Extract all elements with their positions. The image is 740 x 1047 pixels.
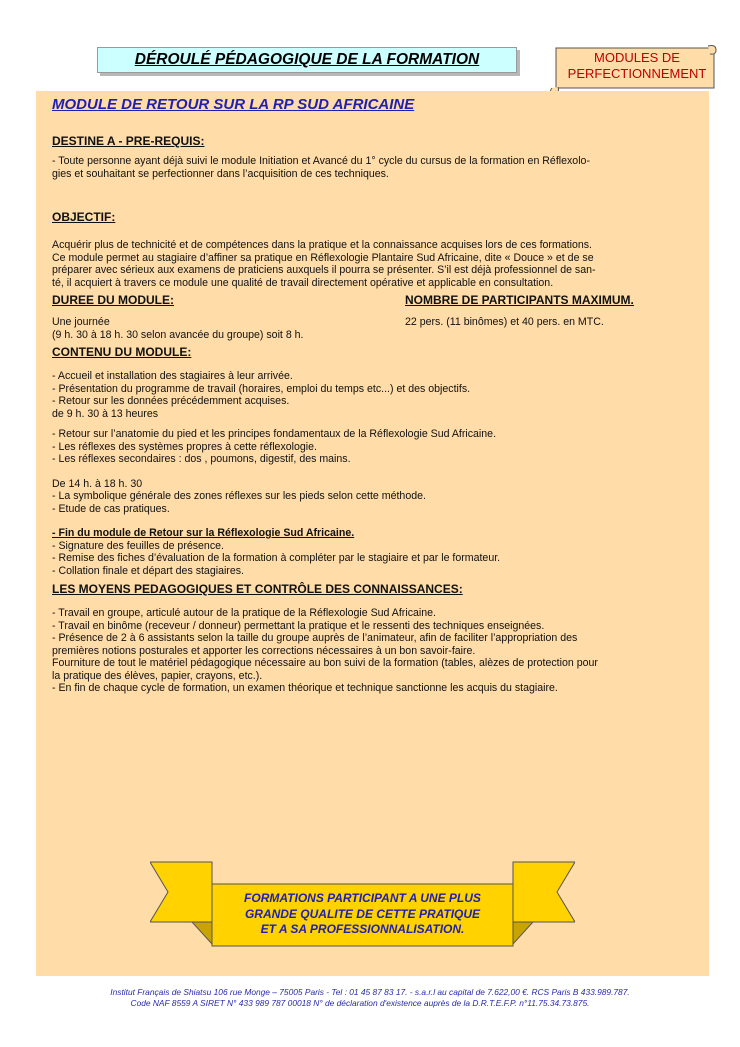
moyens-line: - Présence de 2 à 6 assistants selon la taille du groupe auprès de l’animateur, afin de faciliter l’appropriation des [52, 632, 578, 644]
footer [0, 987, 740, 1009]
ribbon-line-3: ET A SA PROFESSIONNALISATION. [260, 922, 465, 936]
badge-line-1: MODULES DE [594, 50, 680, 65]
contenu-line: - Collation finale et départ des stagiaires. [52, 564, 244, 577]
contenu-line: - Retour sur les données précédemment acquises. [52, 395, 290, 407]
contenu-line: - Les réflexes secondaires : dos , poumons, digestif, des mains. [52, 453, 351, 465]
contenu-heading: CONTENU DU MODULE: [52, 345, 192, 359]
participants-text: 22 pers. (11 binômes) et 40 pers. en MTC. [405, 316, 604, 328]
objectif-heading: OBJECTIF: [52, 210, 116, 224]
objectif-line: té, il acquiert à travers ce module une qualité de travail directement opérative et applicable en consultation. [52, 276, 554, 289]
contenu-line: - Accueil et installation des stagiaires à leur arrivée. [52, 370, 293, 382]
destine-line: gies et souhaitant se perfectionner dans l’acquisition de ces techniques. [52, 167, 389, 180]
moyens-line: - En fin de chaque cycle de formation, un examen théorique et technique sanctionne les acquis du stagiaire. [52, 682, 558, 694]
participants-heading: NOMBRE DE PARTICIPANTS MAXIMUM. [405, 293, 634, 307]
modules-badge-text [556, 50, 718, 82]
destine-heading: DESTINE A - PRE-REQUIS: [52, 134, 205, 148]
footer-line-1: Institut Français de Shiatsu 106 rue Monge – 75005 Paris - Tel : 01 45 87 83 17. - s.a.r.l au capital de 7.622,00 €. RCS Paris B 433.989.787. [110, 987, 630, 997]
duree-participants-row [52, 293, 697, 341]
moyens-line: Fourniture de tout le matériel pédagogique nécessaire au bon suivi de la formation (tables, alèzes de protection pour [52, 657, 598, 669]
contenu-line: - La symbolique générale des zones réflexes sur les pieds selon cette méthode. [52, 490, 426, 502]
module-title: MODULE DE RETOUR SUR LA RP SUD AFRICAINE [52, 96, 415, 113]
duree-line: (9 h. 30 à 18 h. 30 selon avancée du groupe) soit 8 h. [52, 328, 304, 341]
contenu-line: - Les réflexes des systèmes propres à cette réflexologie. [52, 440, 317, 453]
contenu-line: - Retour sur l’anatomie du pied et les principes fondamentaux de la Réflexologie Sud Africaine. [52, 428, 497, 440]
footer-line-2: Code NAF 8559 A SIRET N° 433 989 787 00018 N° de déclaration d'existence auprès de la D.R.T.E.F.P. n°11.75.34.73.875. [130, 998, 590, 1008]
ribbon-line-2: GRANDE QUALITE DE CETTE PRATIQUE [244, 906, 481, 921]
fin-module-heading: - Fin du module de Retour sur la Réflexologie Sud Africaine. [52, 527, 355, 539]
ribbon-line-1: FORMATIONS PARTICIPANT A UNE PLUS [244, 891, 481, 905]
badge-line-2: PERFECTIONNEMENT [567, 66, 707, 81]
moyens-line: la pratique des élèves, papier, crayons, etc.). [52, 669, 263, 682]
duree-heading: DUREE DU MODULE: [52, 293, 174, 307]
objectif-line: Ce module permet au stagiaire d’affiner sa pratique en Réflexologie Plantaire Sud Africaine, dite « Douce » et de se [52, 251, 594, 264]
modules-badge-scroll [548, 44, 718, 92]
objectif-line: Acquérir plus de technicité et de compétences dans la pratique et la connaissance acquises lors de ces formations. [52, 239, 592, 251]
moyens-line: - Travail en binôme (receveur / donneur) permettant la pratique et le ressenti des techniques enseignées. [52, 619, 545, 632]
duree-line: Une journée [52, 316, 110, 328]
contenu-line: - Remise des fiches d’évaluation de la formation à compléter par le stagiaire et par le formateur. [52, 552, 501, 564]
contenu-line: de 9 h. 30 à 13 heures [52, 407, 159, 420]
moyens-heading: LES MOYENS PEDAGOGIQUES ET CONTRÔLE DES CONNAISSANCES: [52, 582, 463, 596]
moyens-line: premières notions posturales et apporter les corrections nécessaires à un bon savoir-faire. [52, 644, 476, 657]
ribbon-banner [150, 860, 575, 950]
ribbon-text [220, 891, 505, 938]
moyens-line: - Travail en groupe, articulé autour de la pratique de la Réflexologie Sud Africaine. [52, 607, 436, 619]
page-header-title: DÉROULÉ PÉDAGOGIQUE DE LA FORMATION [97, 47, 517, 73]
objectif-line: préparer avec sérieux aux examens de praticiens auxquels il pourra se présenter. S’il est déjà professionnel de san- [52, 264, 596, 276]
contenu-line: - Signature des feuilles de présence. [52, 539, 224, 552]
contenu-line: - Etude de cas pratiques. [52, 502, 170, 515]
contenu-line: - Présentation du programme de travail (horaires, emploi du temps etc...) et des objectifs. [52, 382, 471, 395]
destine-line: - Toute personne ayant déjà suivi le module Initiation et Avancé du 1° cycle du cursus de la formation en Réflexolo- [52, 155, 590, 167]
contenu-line: De 14 h. à 18 h. 30 [52, 477, 143, 490]
document-content [52, 96, 697, 695]
